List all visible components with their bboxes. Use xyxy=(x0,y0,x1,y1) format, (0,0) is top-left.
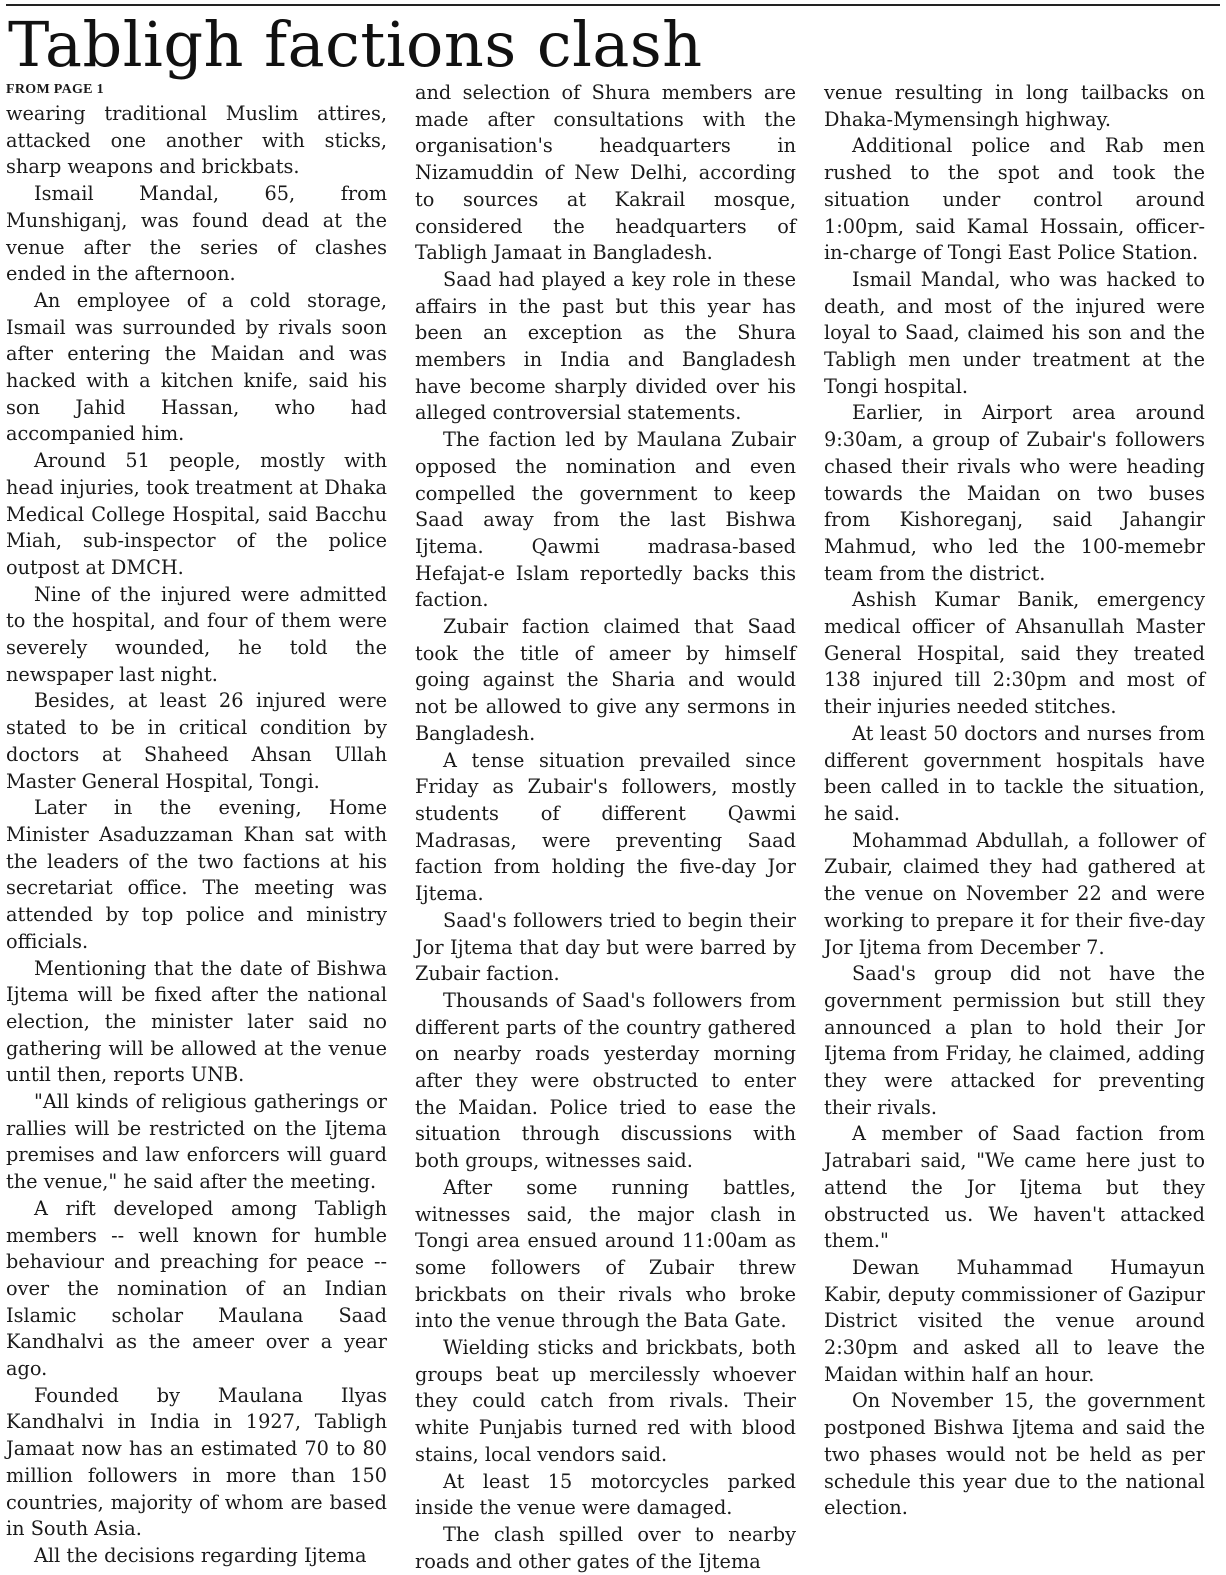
paragraph: Earlier, in Airport area around 9:30am, a group of Zubair's followers chased their rivals who were heading towards the Maidan on two buses from Kishoreganj, said Jahangir Mahmud, who led the 100-memebr team from the district. xyxy=(824,401,1205,585)
paragraph: All the decisions regarding Ijtema xyxy=(34,1543,367,1567)
paragraph: Ismail Mandal, 65, from Munshiganj, was found dead at the venue after the series of clashes ended in the afternoon. xyxy=(6,182,387,286)
paragraph: A tense situation prevailed since Friday as Zubair's followers, mostly students of different Qawmi Madrasas, were preventing Saad faction from holding the five-day Jor Ijtema. xyxy=(415,748,796,906)
paragraph: Later in the evening, Home Minister Asaduzzaman Khan sat with the leaders of the two factions at his secretariat office. The meeting was attended by top police and ministry officials. xyxy=(6,796,387,953)
paragraph: A member of Saad faction from Jatrabari said, "We came here just to attend the Jor Ijtema but they obstructed us. We haven't attacked them." xyxy=(824,1122,1205,1253)
top-rule xyxy=(6,4,1220,6)
paragraph: Wielding sticks and brickbats, both groups beat up mercilessly whoever they could catch from rivals. Their white Punjabis turned red with blood stains, local vendors said. xyxy=(415,1336,796,1466)
paragraph: Additional police and Rab men rushed to the spot and took the situation under control around 1:00pm, said Kamal Hossain, officer-in-charge of Tongi East Police Station. xyxy=(824,134,1205,265)
paragraph: Ashish Kumar Banik, emergency medical officer of Ahsanullah Master General Hospital, said they treated 138 injured till 2:30pm and most of their injuries needed stitches. xyxy=(824,588,1205,719)
paragraph: Besides, at least 26 injured were stated to be in critical condition by doctors at Shaheed Ahsan Ullah Master General Hospital, Tongi. xyxy=(6,689,387,793)
paragraph: The clash spilled over to nearby roads and other gates of the Ijtema xyxy=(415,1522,796,1573)
paragraph: On November 15, the government postponed Bishwa Ijtema and said the two phases would not be held as per schedule this year due to the national election. xyxy=(824,1389,1205,1520)
column-2 xyxy=(415,80,796,1573)
paragraph: Saad's group did not have the government permission but still they announced a plan to hold their Jor Ijtema from Friday, he claimed, adding they were attacked for preventing their rivals. xyxy=(824,962,1205,1119)
paragraph: A rift developed among Tabligh members -- well known for humble behaviour and preaching for peace -- over the nomination of an Indian Islamic scholar Maulana Saad Kandhalvi as the ameer over a year ago. xyxy=(6,1196,387,1381)
paragraph: venue resulting in long tailbacks on Dhaka-Mymensingh highway. xyxy=(824,81,1205,131)
paragraph: wearing traditional Muslim attires, attacked one another with sticks, sharp weapons and brickbats. xyxy=(6,102,387,179)
paragraph: Ismail Mandal, who was hacked to death, and most of the injured were loyal to Saad, claimed his son and the Tabligh men under treatment at the Tongi hospital. xyxy=(824,267,1205,398)
article-body xyxy=(6,80,1206,1573)
paragraph: Mentioning that the date of Bishwa Ijtema will be fixed after the national election, the minister later said no gathering will be allowed at the venue until then, reports UNB. xyxy=(6,956,387,1087)
column-1 xyxy=(6,80,387,1567)
paragraph: The faction led by Maulana Zubair opposed the nomination and even compelled the government to keep Saad away from the last Bishwa Ijtema. Qawmi madrasa-based Hefajat-e Islam reportedly backs this faction. xyxy=(415,428,796,612)
paragraph: Nine of the injured were admitted to the hospital, and four of them were severely wounded, he told the newspaper last night. xyxy=(6,582,387,686)
headline: Tabligh factions clash xyxy=(8,8,703,81)
paragraph: Dewan Muhammad Humayun Kabir, deputy commissioner of Gazipur District visited the venue around 2:30pm and asked all to leave the Maidan within half an hour. xyxy=(824,1255,1206,1386)
paragraph: Around 51 people, mostly with head injuries, took treatment at Dhaka Medical College Hospital, said Bacchu Miah, sub-inspector of the police outpost at DMCH. xyxy=(6,449,387,579)
paragraph: After some running battles, witnesses said, the major clash in Tongi area ensued around 11:00am as some followers of Zubair threw brickbats on their rivals who broke into the venue through the Bata Gate. xyxy=(415,1175,796,1333)
paragraph: An employee of a cold storage, Ismail was surrounded by rivals soon after entering the Maidan and was hacked with a kitchen knife, said his son Jahid Hassan, who had accompanied him. xyxy=(6,288,387,446)
paragraph: Saad's followers tried to begin their Jor Ijtema that day but were barred by Zubair faction. xyxy=(415,908,796,986)
paragraph: At least 15 motorcycles parked inside the venue were damaged. xyxy=(415,1469,796,1520)
paragraph: Mohammad Abdullah, a follower of Zubair, claimed they had gathered at the venue on November 22 and were working to prepare it for their five-day Jor Ijtema from December 7. xyxy=(824,828,1205,959)
paragraph: Thousands of Saad's followers from different parts of the country gathered on nearby roads yesterday morning after they were obstructed to enter the Maidan. Police tried to ease the situation through discussions with both groups, witnesses said. xyxy=(415,988,796,1173)
jump-label: FROM PAGE 1 xyxy=(6,82,104,97)
paragraph: Founded by Maulana Ilyas Kandhalvi in India in 1927, Tabligh Jamaat now has an estimated 70 to 80 million followers in more than 150 countries, majority of whom are based in South Asia. xyxy=(6,1383,387,1541)
paragraph: At least 50 doctors and nurses from different government hospitals have been called in to tackle the situation, he said. xyxy=(824,721,1205,825)
paragraph: Zubair faction claimed that Saad took the title of ameer by himself going against the Sharia and would not be allowed to give any sermons in Bangladesh. xyxy=(415,615,796,745)
paragraph: and selection of Shura members are made after consultations with the organisation's headquarters in Nizamuddin of New Delhi, according to sources at Kakrail mosque, considered the headquarters of Tabligh Jamaat in Bangladesh. xyxy=(415,81,796,265)
column-3 xyxy=(824,80,1205,1550)
paragraph: Saad had played a key role in these affairs in the past but this year has been an exception as the Shura members in India and Bangladesh have become sharply divided over his alleged controversial statements. xyxy=(415,267,796,425)
paragraph: "All kinds of religious gatherings or rallies will be restricted on the Ijtema premises and law enforcers will guard the venue," he said after the meeting. xyxy=(6,1090,387,1194)
